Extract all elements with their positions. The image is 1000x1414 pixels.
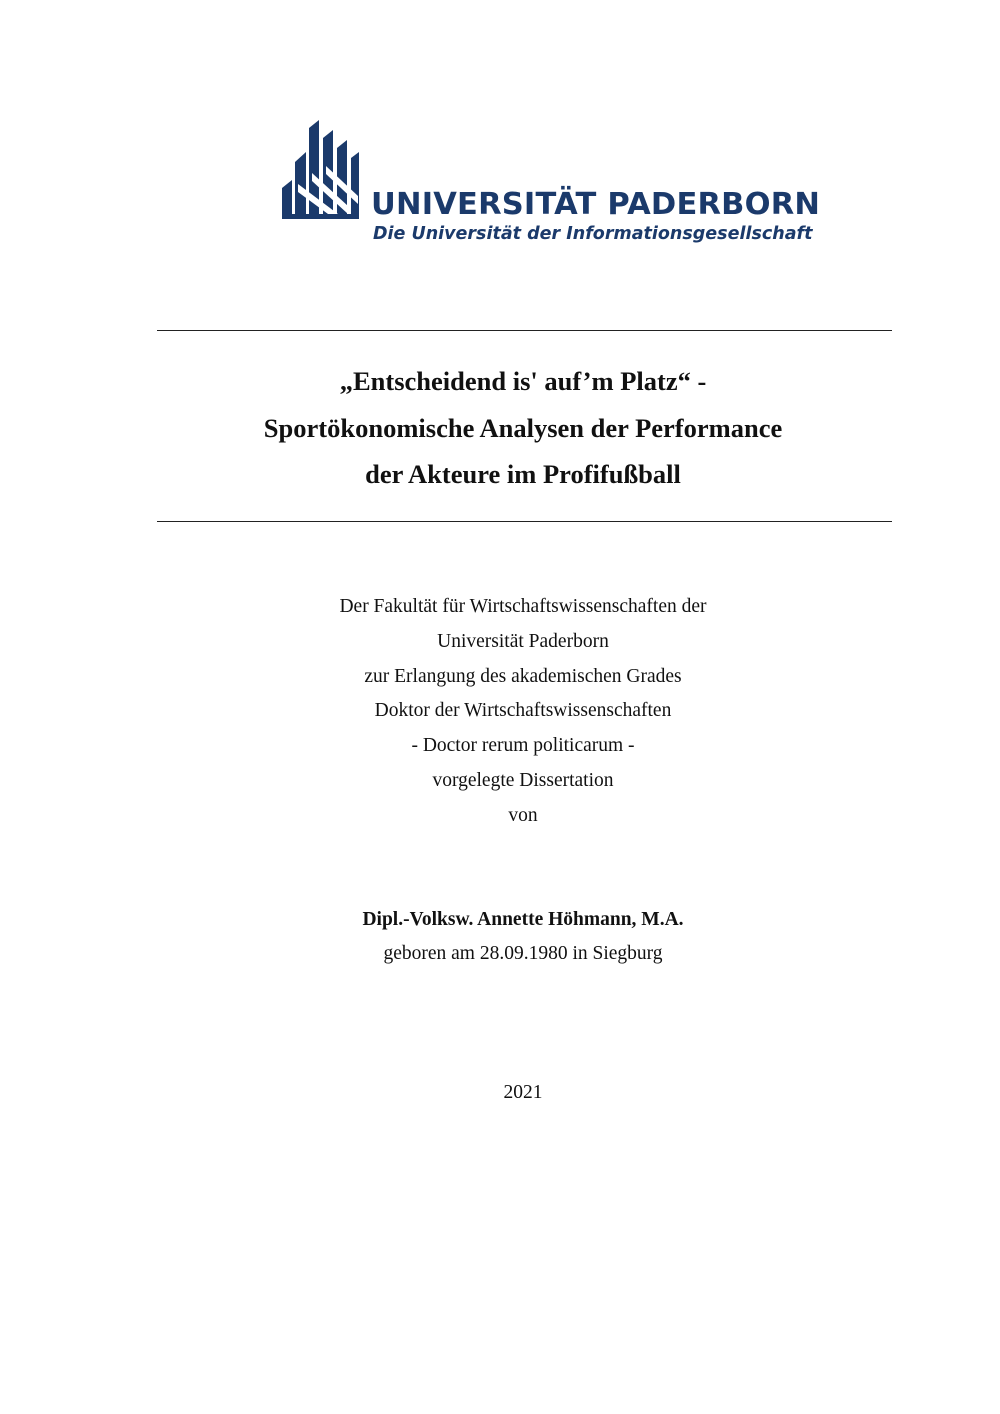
author-birth: geboren am 28.09.1980 in Siegburg (383, 943, 663, 964)
university-tagline: Die Universität der Informationsgesellschaft (373, 224, 813, 244)
title-line: „Entscheidend is' auf’m Platz“ - (339, 366, 707, 396)
university-name: UNIVERSITÄT PADERBORN (371, 187, 821, 222)
title-line: Sportökonomische Analysen der Performance (263, 412, 783, 443)
faculty-statement (0, 590, 1000, 834)
faculty-line: von (508, 804, 538, 826)
faculty-line: Universität Paderborn (437, 630, 609, 652)
author-name: Dipl.-Volksw. Annette Höhmann, M.A. (362, 909, 684, 930)
title-line: der Akteure im Profifußball (365, 459, 681, 489)
top-divider (157, 330, 892, 331)
author-block (0, 903, 1000, 971)
faculty-line: Der Fakultät für Wirtschaftswissenschaften der (339, 596, 707, 617)
faculty-line: zur Erlangung des akademischen Grades (364, 665, 682, 687)
faculty-line: Doktor der Wirtschaftswissenschaften (374, 700, 672, 722)
dissertation-title (0, 358, 1000, 498)
faculty-line: - Doctor rerum politicarum - (411, 735, 635, 757)
university-paderborn-logo-icon (282, 118, 362, 223)
publication-year: 2021 (503, 1082, 543, 1103)
faculty-line: vorgelegte Dissertation (432, 769, 614, 791)
university-logo (282, 118, 821, 253)
bottom-divider (157, 521, 892, 522)
